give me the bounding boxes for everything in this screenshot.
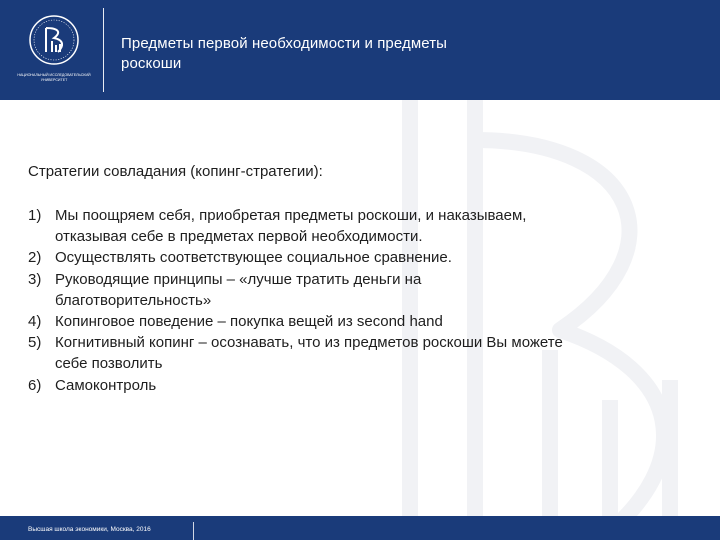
list-item-number: 3): [28, 270, 42, 288]
list-item-number: 2): [28, 249, 42, 267]
slide-title-line1: Предметы первой необходимости и предметы: [121, 35, 448, 52]
slide-title: [121, 34, 701, 74]
list-item-text-line1: Когнитивный копинг – осознавать, что из предметов роскоши Вы можете: [55, 334, 563, 352]
list-item-text-line2: себе позволить: [55, 355, 163, 373]
list-item-text-line1: Мы поощряем себя, приобретая предметы роскоши, и наказываем,: [55, 207, 527, 224]
logo-caption-line2: УНИВЕРСИТЕТ: [40, 78, 68, 82]
list-item-number: 5): [28, 334, 42, 352]
list-item-number: 4): [28, 313, 42, 331]
list-item-text-line1: Копинговое поведение – покупка вещей из second hand: [55, 313, 443, 331]
footer-text: Высшая школа экономики, Москва, 2016: [28, 526, 151, 533]
list-item: [28, 332, 688, 374]
footer-divider: [193, 522, 194, 540]
header-band: [0, 0, 720, 100]
footer-band: [0, 516, 720, 540]
section-subtitle: Стратегии совладания (копинг-стратегии):: [28, 163, 323, 180]
header-divider: [103, 8, 104, 92]
list-item: [28, 247, 688, 268]
list-item-text-line1: Самоконтроль: [55, 376, 157, 394]
list-item-number: 1): [28, 207, 42, 224]
list-item: [28, 375, 688, 396]
list-item: [28, 205, 688, 247]
strategy-list: [28, 205, 688, 396]
hse-logo: [12, 10, 96, 90]
list-item-text-line2: отказывая себе в предметах первой необходимости.: [55, 228, 423, 246]
list-item: [28, 269, 688, 311]
list-item-number: 6): [28, 376, 42, 394]
list-item: [28, 311, 688, 332]
slide-title-line2: роскоши: [121, 55, 182, 72]
list-item-text-line2: благотворительность»: [55, 291, 212, 309]
list-item-text-line1: Руководящие принципы – «лучше тратить деньги на: [55, 270, 422, 288]
list-item-text-line1: Осуществлять соответствующее социальное сравнение.: [55, 249, 452, 267]
logo-caption-line1: НАЦИОНАЛЬНЫЙ ИССЛЕДОВАТЕЛЬСКИЙ: [17, 73, 91, 77]
